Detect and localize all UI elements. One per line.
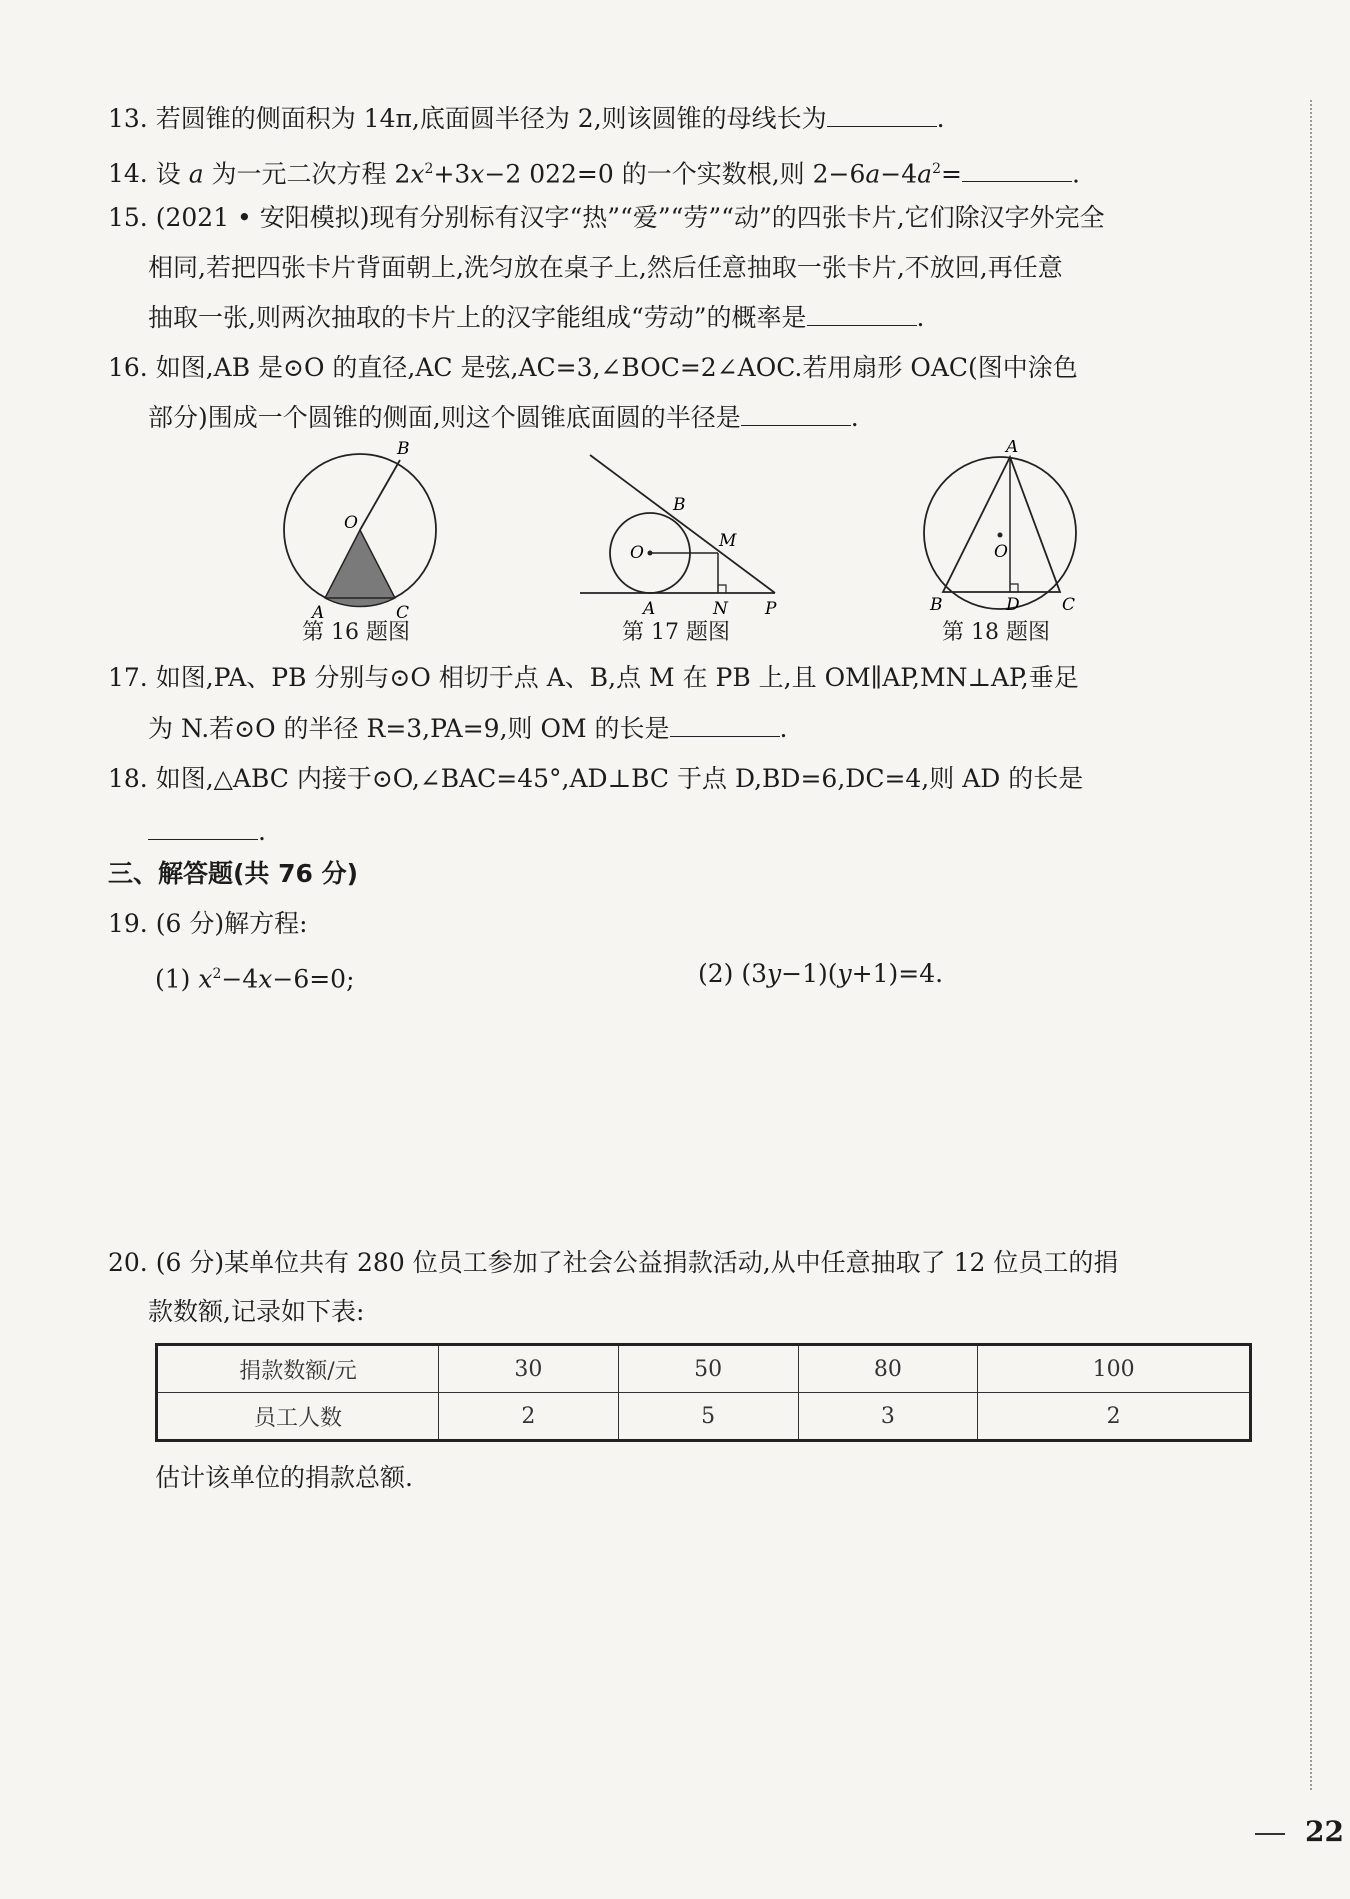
answer-blank[interactable] [807,303,917,326]
variable: x [470,159,485,189]
question-15-line-3 [148,302,924,334]
label-a: A [312,603,325,620]
answer-blank[interactable] [741,403,851,426]
question-text: 款数额,记录如下表: [148,1297,365,1326]
text-segment: 为一元二次方程 2 [211,159,411,189]
variable: a [188,159,204,189]
period: . [850,403,859,432]
variable: y [837,959,852,988]
text-segment: −4 [880,159,918,189]
question-number: 13. [108,104,148,133]
variable: x [410,159,425,189]
question-number: 16. [108,353,148,382]
label-a: A [643,599,656,619]
question-number: 15. [108,203,148,232]
table-cell: 80 [798,1345,978,1393]
question-text: 部分)围成一个圆锥的侧面,则这个圆锥底面圆的半径是 [148,403,741,432]
text-segment: = [940,159,962,189]
label-c: C [1062,595,1076,615]
question-20-after: 估计该单位的捐款总额. [155,1463,413,1492]
center-dot [998,533,1003,538]
question-15-line-1 [108,202,1105,234]
part-label: (2) [698,959,734,988]
text-segment: 设 [155,159,181,189]
period: . [916,303,925,332]
period: . [1071,159,1080,189]
label-b: B [673,495,686,515]
table-cell: 5 [618,1393,798,1441]
question-17-line-2 [148,713,787,745]
figure-16-caption: 第 16 题图 [302,620,410,645]
question-18-line-2 [148,816,266,848]
question-14 [108,153,1080,190]
figure-18 [915,440,1090,620]
donation-table [155,1343,1252,1442]
answer-blank[interactable] [962,159,1072,182]
exponent: 2 [932,161,941,177]
page-number-dash [1255,1833,1285,1835]
figure-18-caption: 第 18 题图 [942,620,1050,645]
figure-16 [270,440,450,620]
question-17-line-1 [108,662,1079,694]
question-13 [108,103,945,135]
table-cell: 50 [618,1345,798,1393]
question-20-line-2 [148,1296,364,1328]
figure-17 [575,450,790,620]
part-label: (1) [155,964,191,994]
table-row [157,1393,1251,1441]
variable: x [258,964,273,994]
table-cell: 30 [439,1345,619,1393]
question-text: (2021 • 安阳模拟)现有分别标有汉字“热”“爱”“劳”“动”的四张卡片,它们除汉字外完全 [155,203,1105,232]
tangent-line-pb [590,455,775,593]
table-cell: 捐款数额/元 [157,1345,439,1393]
question-number: 20. [108,1248,148,1277]
text-segment: −2 022=0 的一个实数根,则 2−6 [484,159,866,189]
label-n: N [713,599,728,619]
exponent: 2 [424,161,434,177]
label-b: B [930,595,943,615]
label-o: O [630,543,644,563]
period: . [258,817,266,846]
table-cell: 2 [978,1393,1251,1441]
answer-blank[interactable] [670,714,780,737]
question-text: (6 分)解方程: [155,909,308,938]
label-p: P [765,599,777,619]
table-cell: 员工人数 [157,1393,439,1441]
label-b: B [397,440,410,459]
question-19 [108,908,308,940]
variable: y [767,959,782,988]
table-row [157,1345,1251,1393]
period: . [779,714,788,743]
question-number: 14. [108,159,148,189]
label-d: D [1006,595,1020,615]
text-segment: −1)( [781,959,838,988]
shaded-sector [325,530,395,607]
label-m: M [719,531,737,551]
label-c: C [396,603,410,620]
question-16-line-1 [108,352,1078,384]
question-text: 相同,若把四张卡片背面朝上,洗匀放在桌子上,然后任意抽取一张卡片,不放回,再任意 [148,253,1063,282]
text-segment: +3 [433,159,471,189]
period: . [936,104,945,133]
table-cell: 2 [439,1393,619,1441]
section-heading: 三、解答题(共 76 分) [108,859,359,888]
label-o: O [344,513,358,533]
variable: a [865,159,881,189]
answer-blank[interactable] [148,817,258,840]
figure-17-caption: 第 17 题图 [622,620,730,645]
text-segment: −6=0; [272,964,355,994]
question-number: 19. [108,909,148,938]
question-number: 18. [108,764,148,793]
text-segment: −4 [221,964,259,994]
variable: x [198,964,213,994]
question-text: 抽取一张,则两次抽取的卡片上的汉字能组成“劳动”的概率是 [148,303,807,332]
question-18-line-1 [108,763,1083,795]
question-text: 如图,△ABC 内接于⊙O,∠BAC=45°,AD⊥BC 于点 D,BD=6,DC=4,则 AD 的长是 [155,764,1084,793]
question-19-part-1 [155,958,355,995]
margin-dotted-line [1310,100,1312,1790]
triangle-abc [943,457,1060,592]
question-number: 17. [108,663,148,692]
question-text: 如图,AB 是⊙O 的直径,AC 是弦,AC=3,∠BOC=2∠AOC.若用扇形 OAC(图中涂色 [155,353,1078,382]
variable: a [917,159,933,189]
question-20-line-1 [108,1247,1118,1279]
radius-ob [360,460,400,530]
question-15-line-2 [148,252,1063,284]
question-text: 若圆锥的侧面积为 14π,底面圆半径为 2,则该圆锥的母线长为 [155,104,827,133]
page-number: 22 [1305,1815,1344,1848]
table-cell: 100 [978,1345,1251,1393]
right-angle-mark [1010,584,1018,592]
question-19-part-2 [698,958,943,990]
question-text: (6 分)某单位共有 280 位员工参加了社会公益捐款活动,从中任意抽取了 12 位员工的捐 [155,1248,1119,1277]
question-16-line-2 [148,402,859,434]
answer-blank[interactable] [827,104,937,127]
right-angle-mark [718,585,726,593]
question-text: 为 N.若⊙O 的半径 R=3,PA=9,则 OM 的长是 [148,714,670,743]
text-segment: +1)=4. [851,959,944,988]
text-segment: (3 [741,959,768,988]
label-a: A [1006,440,1019,457]
question-text: 如图,PA、PB 分别与⊙O 相切于点 A、B,点 M 在 PB 上,且 OM∥AP,MN⊥AP,垂足 [155,663,1079,692]
label-o: O [994,542,1008,562]
exponent: 2 [212,966,222,982]
table-cell: 3 [798,1393,978,1441]
